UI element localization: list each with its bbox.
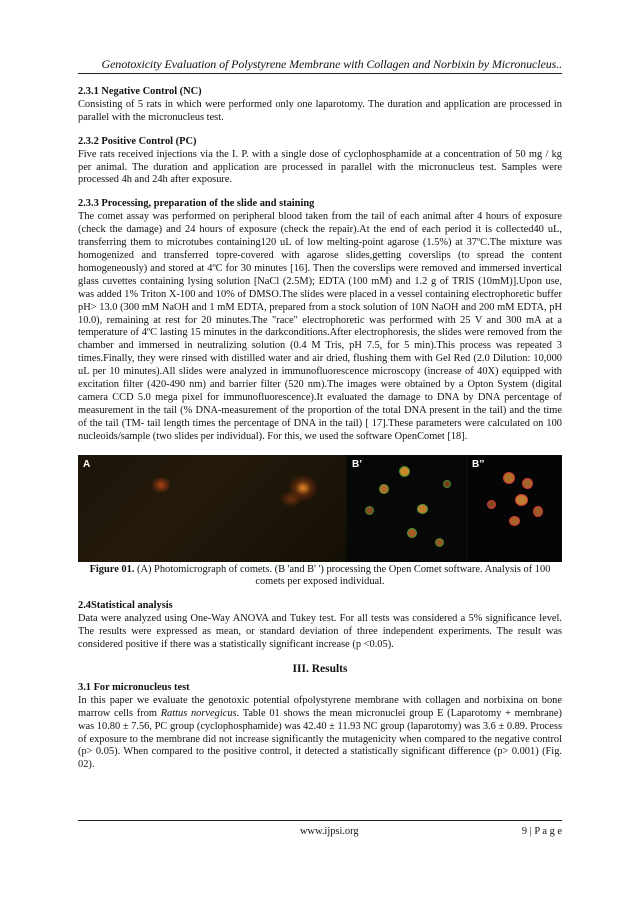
panel-label-a: A <box>83 458 91 470</box>
paragraph-processing: The comet assay was performed on peripheral blood taken from the tail of each animal after 4 hours of exposure (check the damage) and 24 hours of exposure (check the repair).At the end of each period it is collected40 uL, transferring them to microtubes containing120 uL of low melting-point agarose (1.5%) at 37ºC.The mixture was homogenized and transferred topre-covered with agarose slides,getting coverslips (to spread the content homogeneously) and stored at 4ºC for 30 minutes [16]. Then the coverslips were removed and immersed invertical glass cuvettes containing lysing solution [NaCl (2.5M); EDTA (100 mM) and 1.2 g of TRIS (10mM)].Upon use, was added 1% Triton X-100 and 10% of DMSO.The slides were placed in a vessel containing electrophoretic buffer pH> 13.0 (300 mM NaOH and 1 mM EDTA, prepared from a stock solution of 10N NaOH and 200 mM EDTA, pH 10.0), remaining at rest for 20 minutes.The "race" electrophoretic was performed with 25 V and 300 mA at a temperature of 4ºC lasting 15 minutes in the darkconditions.After electrophoresis, the slides were removed from the chamber and immersed in neutralizing solution (0.4 M Tris, pH 7.5, for 5 min).This process was repeated 3 times.Finally, they were rinsed with distilled water and air dried, flushing them with Gel Red (2.0 Dilution: 10,000 uL per 10 minutes).All slides were analyzed in immunofluorescence microscopy (increase of 40X) equipped with excitation filter (420-490 nm) and barrier filter (520 nm).The images were obtained by a Opton System (digital camera CCD 5.0 mega pixel for immunofluorescence).It evaluated the damage to DNA by DNA percentage of measurement in the tail (% DNA-measurement of the proportion of the total DNA present in the tail) and the time of the tail (TM- tail length times the percentage of DNA in the tail) [ 17].These parameters were calculated on 100 nucleoids/sample (two slides per individual). For this, we used the software OpenComet [18]. <box>78 211 562 442</box>
figure-panel-a <box>78 455 346 562</box>
results-section-title: III. Results <box>292 663 348 675</box>
paragraph-negative-control: Consisting of 5 rats in which were performed only one laparotomy. The duration and application are processed in parallel with the micronucleus test. <box>78 98 562 123</box>
figure-caption-text: (A) Photomicrograph of comets. (B 'and B' ') processing the Open Comet software. Analysis of 100 comets per exposed individual. <box>134 563 551 588</box>
results-text-part-2: . Table 01 shows the mean micronuclei group E (Laparotomy + membrane) was 10.80 ± 7.56, PC group (cyclophosphamide) was 42.40 ± 11.93 NC group (laparotomy) was 3.6 ± 0.89. Process of exposure to the membrane did not increase significantly the mutagenicity when compared to the negative control (p> 0.05). When compared to the positive control, it detected a statistically significant difference (p> 0.001) (Fig. 02). <box>78 707 562 771</box>
footer-divider <box>78 820 562 821</box>
comet-mark <box>444 481 450 487</box>
comet-mark <box>436 539 443 546</box>
comet-mark <box>400 467 409 476</box>
figure-panel-b-double-prime <box>468 455 562 562</box>
figure-panel-b-prime <box>348 455 466 562</box>
comet-mark <box>418 505 427 513</box>
paragraph-positive-control: Five rats received injections via the I. P. with a single dose of cyclophosphamide at a concentration of 50 mg / kg per animal. The duration and application are processed in parallel with the micronucleus test. Samples were processed 4h and 24h after exposure. <box>78 148 562 186</box>
running-header: Genotoxicity Evaluation of Polystyrene Membrane with Collagen and Norbixin by Micronucleus.. <box>101 57 562 71</box>
comet-mark <box>488 501 495 508</box>
panel-label-b-prime: B’ <box>352 458 362 470</box>
species-name: Rattus norvegicus <box>160 707 237 719</box>
heading-positive-control: 2.3.2 Positive Control (PC) <box>78 135 197 147</box>
heading-processing: 2.3.3 Processing, preparation of the slide and staining <box>78 198 315 210</box>
comet-figure <box>78 455 562 562</box>
figure-caption <box>78 564 562 590</box>
comet-mark <box>516 495 527 505</box>
header-divider <box>78 73 562 74</box>
page-number: 9 | P a g e <box>521 826 562 837</box>
heading-negative-control: 2.3.1 Negative Control (NC) <box>78 86 202 97</box>
paragraph-micronucleus-results <box>78 695 562 772</box>
results-text-part-1: In this paper we evaluate the genotoxic potential ofpolystyrene membrane with collagen and norbixina on bone marrow cells from <box>78 694 562 719</box>
heading-statistics: 2.4Statistical analysis <box>78 600 173 612</box>
figure-caption-label: Figure 01. <box>89 563 135 575</box>
comet-mark <box>504 473 514 483</box>
comet-mark <box>380 485 388 493</box>
panel-label-b-double-prime: B’’ <box>472 458 485 470</box>
footer-url: www.ijpsi.org <box>300 826 359 837</box>
comet-mark <box>523 479 532 488</box>
comet-mark <box>366 507 373 514</box>
comet-mark <box>534 507 542 516</box>
comet-mark <box>408 529 416 537</box>
heading-micronucleus-test: 3.1 For micronucleus test <box>78 681 190 693</box>
paragraph-statistics: Data were analyzed using One-Way ANOVA and Tukey test. For all tests was considered a 5% significance level. The results were expressed as mean, or standard deviation of three independent experiments. The result was considered positive if there was a statistically significant increase (p <0.05). <box>78 613 562 651</box>
page-body <box>78 86 562 772</box>
comet-mark <box>510 517 519 525</box>
